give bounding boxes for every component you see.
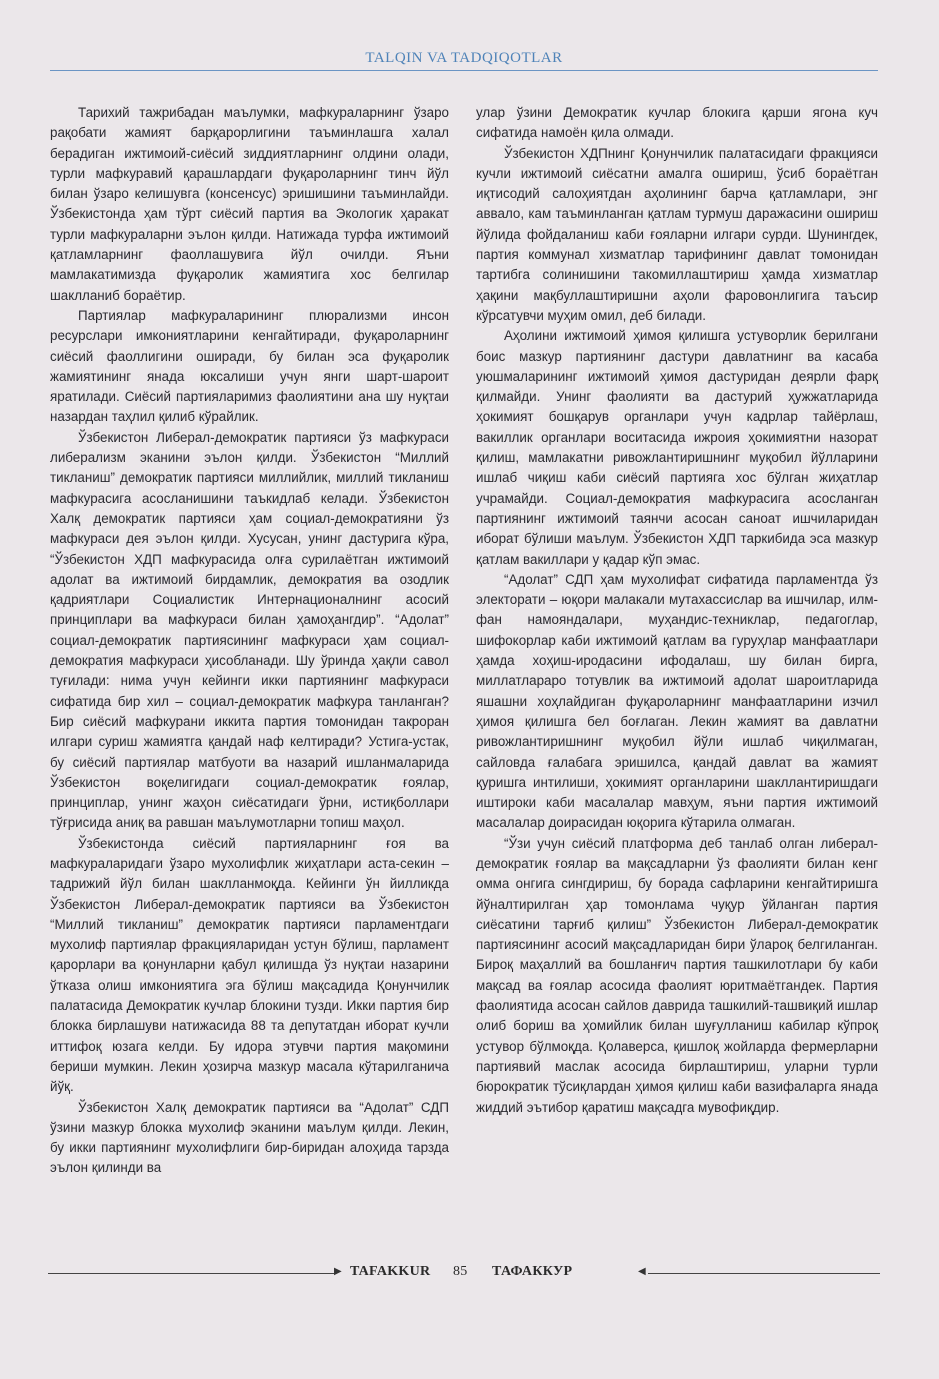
paragraph: Ўзбекистонда сиёсий партияларнинг ғоя ва мафкураларидаги ўзаро мухолифлик жиҳатлари аста-секин – тадрижий йўл билан шаклланмоқда. Кейинги ўн йилликда Ўзбекистон Либерал-демократик партияси ва Ўзбекистон “Миллий тикланиш” демократик партияси парламентдаги мухолиф партиялар фракцияларидан устун бўлиш, парламент қарорлари ва қонунларни қабул қилишда ўз нуқтаи назарини ўтказа олиш имкониятига эга бўлиш мақсадида Қонунчилик палатасида Демократик кучлар блокини тузди. Икки партия бир блокка бирлашуви натижасида 88 та депутатдан иборат кучли иттифоқ юзага келди. Бу идора этувчи партия мақомини бериши мумкин. Лекин ҳозирча мазкур масала кўтарилганича йўқ.	[50, 835, 449, 1095]
footer-rule-right	[648, 1273, 880, 1274]
magazine-name-latin: TAFAKKUR	[350, 1264, 431, 1279]
paragraph: “Ўзи учун сиёсий платформа деб танлаб олган либерал-демократик ғоялар ва мақсадларни ўз фаолияти билан кенг омма онгига сингдириш, бу борада сафларини кенгайтиришга йўналтирилган ҳар томонлама чуқур ўйланган партия сиёсатини тарғиб қилиш” Ўзбекистон Либерал-демократик партиясининг асосий мақсадларидан бири ўлароқ белгиланган. Бироқ маҳаллий ва бошланғич партия ташкилотлари бу каби мақсад ва ғоялар асосида фаолият юритмаётгандек. Партия фаолиятида асосан сайлов даврида ташкилий-ташвиқий ишлар олиб бориш ва ҳомийлик билан шуғулланиш кабилар кўпроқ устувор бўлмоқда. Қолаверса, қишлоқ жойларда фермерларни партиявий маслак асосида бирлаштириш, уларни турли бюрократик тўсиқлардан ҳимоя қилиш каби вазифаларга янада жиддий эътибор қаратиш мақсадга мувофиқдир.	[476, 835, 878, 1115]
paragraph: Ўзбекистон Халқ демократик партияси ва “Адолат” СДП ўзини мазкур блокка мухолиф эканини маълум қилди. Лекин, бу икки партиянинг мухолифлиги бир-биридан алоҳида тарзда эълон қилинди ва	[50, 1099, 449, 1176]
section-title: TALQIN VA TADQIQOTLAR	[365, 50, 563, 66]
left-column	[50, 103, 449, 1179]
paragraph: Аҳолини ижтимоий ҳимоя қилишга устуворлик берилгани боис мазкур партиянинг дастури давлатнинг ва касаба уюшмаларининг ижтимоий ҳимоя дастуридан деярли фарқ қилмайди. Унинг фаолияти ва дастурий ҳужжатларида ҳокимият бошқарув органлари учун кадрлар тайёрлаш, вакиллик органлари воситасида ижроия ҳокимиятни назорат қилиш, мамлакатни ривожлантиришнинг муқобил йўлларини ишлаб чиқиш каби сиёсий партияга хос бўлган жиҳатлар учрамайди. Социал-демократия мафкурасига асосланган партиянинг ижтимоий таянчи асосан саноат ишчиларидан иборат бўлиши маълум. Ўзбекистон ХДП таркибида эса мазкур қатлам вакиллари у қадар кўп эмас.	[476, 328, 878, 567]
paragraph: Ўзбекистон Либерал-демократик партияси ўз мафкураси либерализм эканини эълон қилди. Ўзбекистон “Миллий тикланиш” демократик партияси миллийлик, миллий тикланиш мафкурасига асосланишини таъкидлаб келади. Ўзбекистон Халқ демократик партияси ҳам социал-демократияни ўз мафкураси дея эълон қилди. Хусусан, унинг дастурига кўра, “Ўзбекистон ХДП мафкурасида олға сурилаётган ижтимоий адолат ва ижтимоий бирдамлик, демократия ва озодлик қадриятлари Социалистик Интернационалнинг асосий принциплари ва мафкураси билан ҳамоҳангдир”. “Адолат” социал-демократик партиясининг мафкураси ҳам социал-демократия мафкураси ҳисобланади. Шу ўринда ҳақли савол туғилади: нима учун кейинги икки партиянинг мафкураси сифатида бир хил – социал-демократик мафкура танланган? Бир сиёсий мафкурани иккита партия томонидан такроран илгари суриш жамиятга қандай наф келтиради? Устига-устак, бу сиёсий партиялар матбуоти ва назарий ишланмаларида Ўзбекистон воқелигидаги социал-демократик ғоялар, принциплар, унинг жаҳон сиёсатидаги ўрни, истиқболлари тўғрисида аниқ ва равшан маълумотларни топиш маҳол.	[50, 429, 449, 831]
magazine-name-cyrillic: ТАФАККУР	[492, 1264, 573, 1279]
page-number: 85	[453, 1264, 468, 1279]
footer-arrow-left-icon: ◀	[638, 1266, 646, 1277]
paragraph: Партиялар мафкураларининг плюрализми инсон ресурслари имкониятларини кенгайтиради, фуқароларнинг сиёсий фаоллигини оширади, бу билан эса фуқаролик жамиятининг янада юксалиши учун янги шарт-шароит яратилади. Сиёсий партияларимиз фаолиятини ана шу нуқтаи назардан таҳлил қилиб кўрайлик.	[50, 307, 449, 425]
paragraph: Тарихий тажрибадан маълумки, мафкураларнинг ўзаро рақобати жамият барқарорлигини таъминлашга халал берадиган ижтимоий-сиёсий зиддиятларнинг олдини олади, турли мафкуравий қарашлардаги фуқароларнинг тинч йўл билан ўзаро келишувга (консенсус) эришишини таъминлайди. Ўзбекистонда ҳам тўрт сиёсий партия ва Экологик ҳаракат турли мафкураларни эълон қилди. Натижада турфа ижтимоий қатламларнинг фаоллашувига йўл очилди. Яъни мамлакатимизда фуқаролик жамиятига хос белгилар шаклланиб бораётир.	[50, 105, 449, 303]
footer-arrow-right-icon: ▶	[334, 1266, 342, 1277]
paragraph-continuation: улар ўзини Демократик кучлар блокига қарши ягона куч сифатида намоён қила олмади.	[476, 105, 878, 141]
header-rule	[50, 70, 878, 71]
running-footer	[48, 1262, 880, 1284]
running-header	[50, 50, 878, 74]
footer-rule-left	[48, 1273, 334, 1274]
paragraph: “Адолат” СДП ҳам мухолифат сифатида парламентда ўз электорати – юқори малакали мутахассислар ва ишчилар, илм-фан намояндалари, муҳандис-техниклар, педагоглар, шифокорлар каби ижтимоий қатлам ва гуруҳлар манфаатлари ҳамда хоҳиш-иродасини ифодалаш, шу билан бирга, миллатлараро тотувлик ва ижтимоий адолат шароитларида яшашни хоҳлайдиган фуқароларнинг манфаатларини изчил ҳимоя қилишга бел боғлаган. Лекин жамият ва давлатни ривожлантиришнинг муқобил йўли ишлаб чиқилмаган, сайловда ғалабага эришилса, қандай давлат ва жамият қуришга интилиши, ҳокимият органларини шакллантиришдаги иштироки каби масалалар мавҳум, яъни партия ижтимоий масалалар доирасидан юқорига кўтарила олмаган.	[476, 571, 878, 831]
paragraph: Ўзбекистон ХДПнинг Қонунчилик палатасидаги фракцияси кучли ижтимоий сиёсатни амалга ошириш, ўсиб бораётган иқтисодий салоҳиятдан аҳолининг барча қатламлари, энг аввало, кам таъминланган қатлам турмуш даражасини ошириш йўлида фойдаланиш каби ғояларни илгари сурди. Шунингдек, партия коммунал хизматлар тарифининг давлат томонидан тартибга солинишини такомиллаштириш ҳамда хизматлар ҳақини мақбуллаштиришни аҳоли фаровонлигига таъсир кўрсатувчи муҳим омил, деб билади.	[476, 145, 878, 323]
right-column	[476, 103, 878, 1118]
